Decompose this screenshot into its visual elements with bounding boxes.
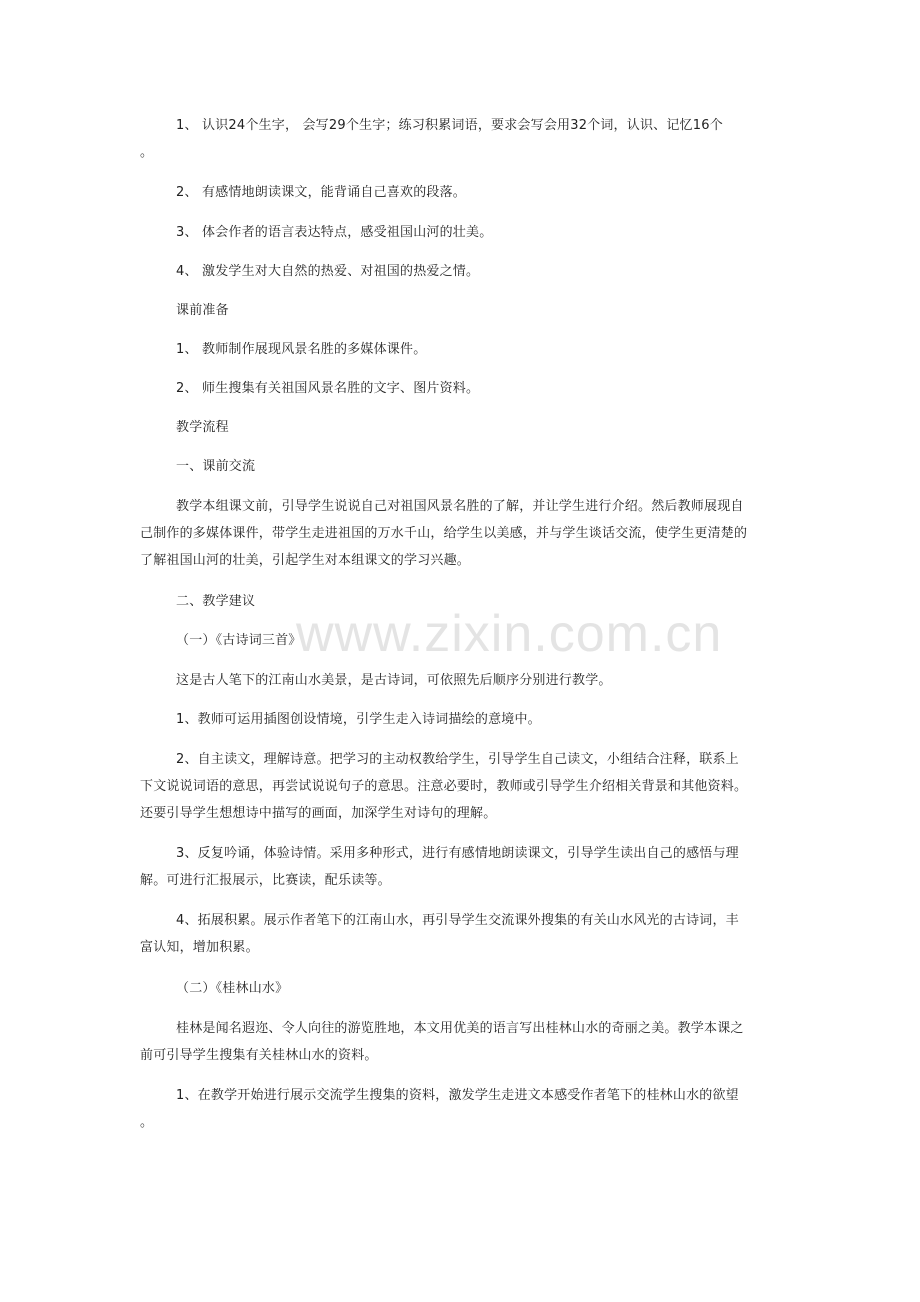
poems-item-2-line-3: 还要引导学生想想诗中描写的画面，加深学生对诗句的理解。 <box>140 806 497 821</box>
poems-item-2-line-2: 下文说说词语的意思，再尝试说说句子的意思。注意必要时，教师或引导学生介绍相关背景和其他资料。 <box>140 779 748 794</box>
objective-1-line-1: 1、 认识24个生字， 会写29个生字；练习积累词语，要求会写会用32个词，认识、记忆16个 <box>176 118 723 133</box>
heading-ancient-poems: （一）《古诗词三首》 <box>176 633 302 648</box>
poems-item-1: 1、教师可运用插图创设情境，引学生走入诗词描绘的意境中。 <box>176 712 541 727</box>
watermark: www.zixin.com.cn <box>296 605 723 663</box>
poems-item-3-line-2: 解。可进行汇报展示，比赛读，配乐读等。 <box>140 873 391 888</box>
heading-exchange: 一、课前交流 <box>176 459 256 474</box>
objective-4: 4、 激发学生对大自然的热爱、对祖国的热爱之情。 <box>176 264 480 279</box>
guilin-intro-line-1: 桂林是闻名遐迩、令人向往的游览胜地，本文用优美的语言写出桂林山水的奇丽之美。教学本课之 <box>176 1021 744 1036</box>
heading-guilin: （二）《桂林山水》 <box>176 981 289 996</box>
poems-item-3-line-1: 3、反复吟诵，体验诗情。采用多种形式，进行有感情地朗读课文，引导学生读出自己的感悟与理 <box>176 846 739 861</box>
heading-process: 教学流程 <box>176 420 229 435</box>
guilin-item-1-line-1: 1、在教学开始进行展示交流学生搜集的资料，激发学生走进文本感受作者笔下的桂林山水的欲望 <box>176 1088 739 1103</box>
poems-item-4-line-1: 4、拓展积累。展示作者笔下的江南山水，再引导学生交流课外搜集的有关山水风光的古诗词，丰 <box>176 913 739 928</box>
guilin-intro-line-2: 前可引导学生搜集有关桂林山水的资料。 <box>140 1048 378 1063</box>
objective-1-line-2: 。 <box>140 145 154 160</box>
heading-suggestions: 二、教学建议 <box>176 594 256 609</box>
guilin-item-1-line-2: 。 <box>140 1115 154 1130</box>
preparation-1: 1、 教师制作展现风景名胜的多媒体课件。 <box>176 342 427 357</box>
objective-2: 2、 有感情地朗读课文，能背诵自己喜欢的段落。 <box>176 185 467 200</box>
preparation-2: 2、 师生搜集有关祖国风景名胜的文字、图片资料。 <box>176 381 480 396</box>
poems-item-4-line-2: 富认知，增加积累。 <box>140 940 259 955</box>
poems-item-2-line-1: 2、自主读文，理解诗意。把学习的主动权教给学生，引导学生自己读文，小组结合注释，联系上 <box>176 752 739 767</box>
heading-preparation: 课前准备 <box>176 303 229 318</box>
exchange-paragraph-line-3: 了解祖国山河的壮美，引起学生对本组课文的学习兴趣。 <box>140 553 471 568</box>
exchange-paragraph-line-1: 教学本组课文前，引导学生说说自己对祖国风景名胜的了解，并让学生进行介绍。然后教师展现自 <box>176 499 744 514</box>
objective-3: 3、 体会作者的语言表达特点，感受祖国山河的壮美。 <box>176 225 493 240</box>
exchange-paragraph-line-2: 己制作的多媒体课件，带学生走进祖国的万水千山，给学生以美感，并与学生谈话交流，使学生更清楚的 <box>140 526 748 541</box>
poems-intro: 这是古人笔下的江南山水美景，是古诗词，可依照先后顺序分别进行教学。 <box>176 673 612 688</box>
